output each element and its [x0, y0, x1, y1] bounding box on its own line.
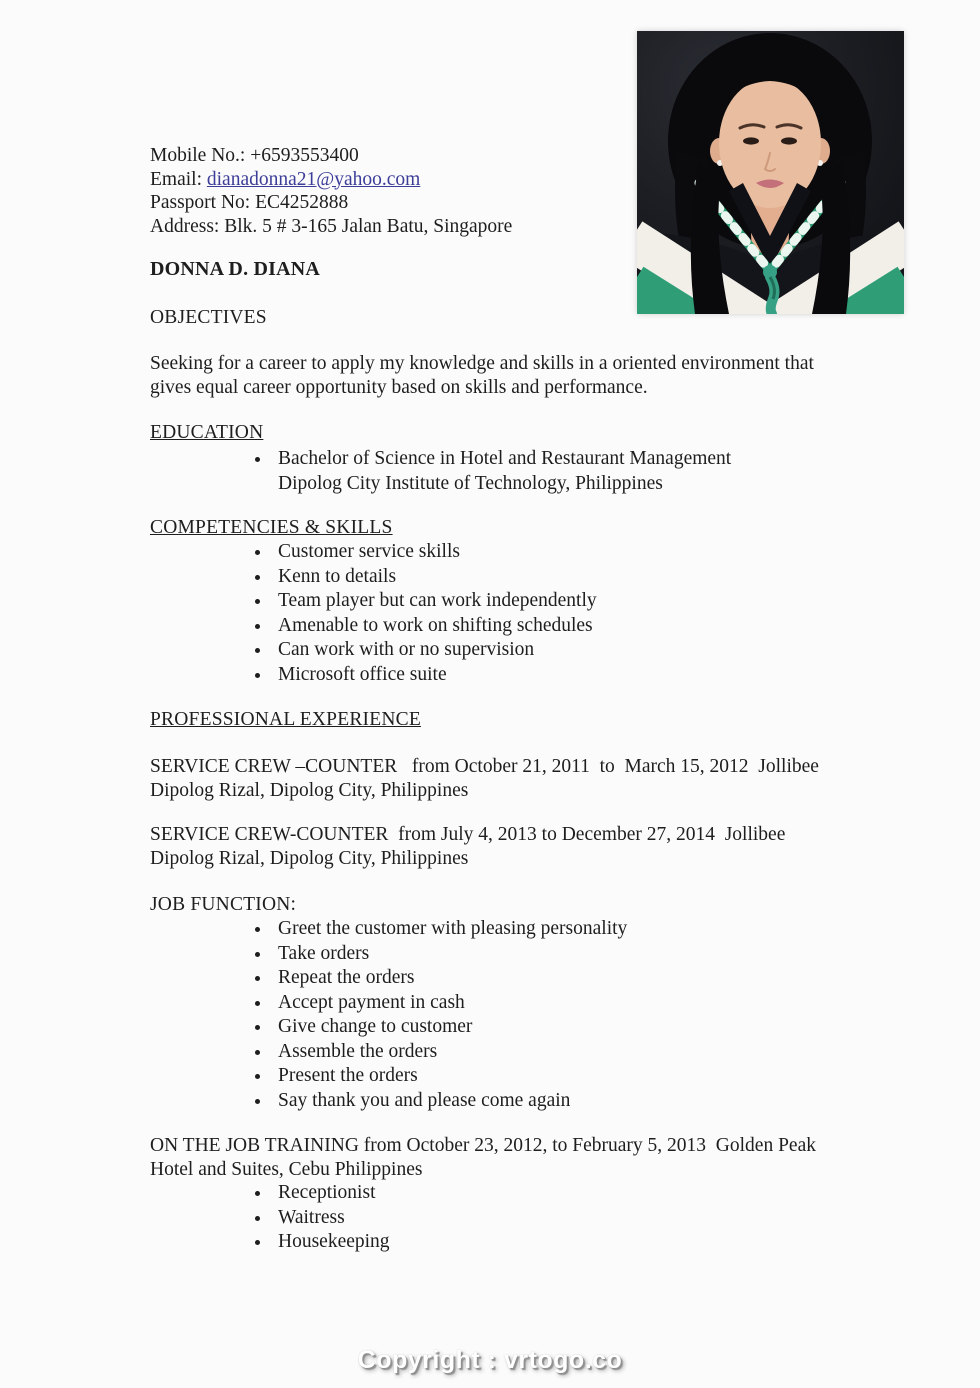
- job-function-item: • Greet the customer with pleasing personality: [272, 917, 850, 942]
- email-link[interactable]: dianadonna21@yahoo.com: [206, 168, 421, 190]
- candidate-name: DONNA D. DIANA: [150, 258, 321, 280]
- ojt-item: • Receptionist: [272, 1181, 850, 1206]
- job-function-heading: JOB FUNCTION:: [150, 894, 297, 915]
- competencies-list: [150, 540, 850, 687]
- job-function-item: • Take orders: [272, 942, 850, 967]
- education-degree: • Bachelor of Science in Hotel and Restaurant Management: [278, 448, 732, 469]
- competency-item: • Microsoft office suite: [272, 663, 850, 688]
- job-title-dates: SERVICE CREW –COUNTER from October 21, 2011 to March 15, 2012 Jollibee: [150, 756, 819, 777]
- experience-heading: PROFESSIONAL EXPERIENCE: [150, 709, 421, 730]
- job-function-item: • Present the orders: [272, 1064, 850, 1089]
- education-school: Dipolog City Institute of Technology, Philippines: [278, 472, 663, 494]
- passport-line: Passport No: EC4252888: [150, 192, 349, 213]
- job-function-item: • Give change to customer: [272, 1015, 850, 1040]
- job-function-list: [150, 917, 850, 1113]
- competency-item: • Can work with or no supervision: [272, 638, 850, 663]
- copyright-watermark: Copyright : vrtogo.co: [357, 1346, 623, 1374]
- job-function-item: • Say thank you and please come again: [272, 1089, 850, 1114]
- email-line: [150, 168, 850, 192]
- competencies-heading: COMPETENCIES & SKILLS: [150, 517, 393, 538]
- job-entry: [150, 755, 850, 802]
- ojt-item: • Housekeeping: [272, 1230, 850, 1255]
- ojt-location: Hotel and Suites, Cebu Philippines: [150, 1158, 423, 1180]
- job-entry: [150, 823, 850, 870]
- contact-block: [150, 144, 850, 238]
- education-heading: EDUCATION: [150, 422, 264, 443]
- objectives-heading: OBJECTIVES: [150, 307, 267, 328]
- ojt-entry: [150, 1134, 850, 1181]
- job-function-item: • Accept payment in cash: [272, 991, 850, 1016]
- ojt-list: [150, 1181, 850, 1255]
- ojt-item: • Waitress: [272, 1206, 850, 1231]
- mobile-line: Mobile No.: +6593553400: [150, 145, 359, 166]
- address-line: Address: Blk. 5 # 3-165 Jalan Batu, Singapore: [150, 215, 513, 237]
- competency-item: • Team player but can work independently: [272, 589, 850, 614]
- job-title-dates: SERVICE CREW-COUNTER from July 4, 2013 to December 27, 2014 Jollibee: [150, 824, 786, 845]
- competency-item: • Amenable to work on shifting schedules: [272, 614, 850, 639]
- job-location: Dipolog Rizal, Dipolog City, Philippines: [150, 779, 469, 801]
- competency-item: • Customer service skills: [272, 540, 850, 565]
- objectives-text: Seeking for a career to apply my knowledge and skills in a oriented environment that gives equal career opportunity based on skills and performance.: [150, 353, 814, 398]
- competency-item: • Kenn to details: [272, 565, 850, 590]
- job-function-item: • Repeat the orders: [272, 966, 850, 991]
- education-list: [150, 447, 850, 496]
- job-location: Dipolog Rizal, Dipolog City, Philippines: [150, 847, 469, 869]
- ojt-title-dates: ON THE JOB TRAINING from October 23, 2012, to February 5, 2013 Golden Peak: [150, 1135, 816, 1156]
- job-function-item: • Assemble the orders: [272, 1040, 850, 1065]
- email-label: Email:: [150, 168, 207, 190]
- education-item: [272, 447, 850, 496]
